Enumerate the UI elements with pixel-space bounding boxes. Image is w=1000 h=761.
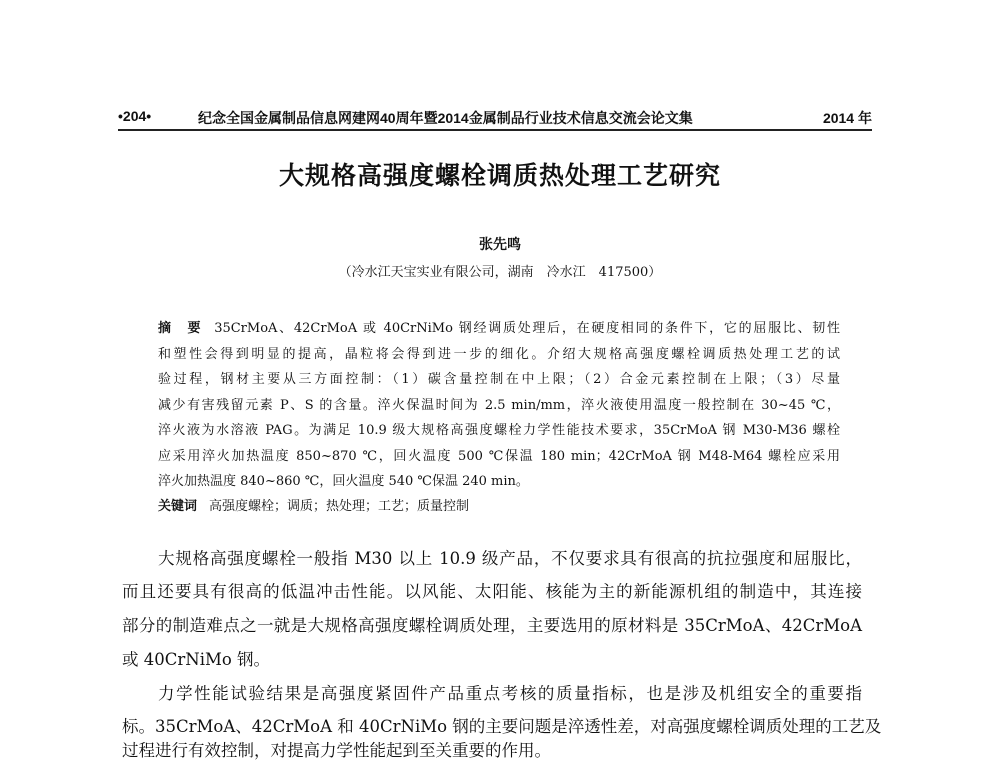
abstract-line [158, 321, 840, 337]
abstract-line: 淬火液为水溶液 PAG。为满足 10.9 级大规格高强度螺栓力学性能技术要求，35CrMoA 钢 M30-M36 螺栓 [158, 423, 840, 438]
keywords-line [158, 499, 840, 515]
body-line: 标。35CrMoA、42CrMoA 和 40CrNiMo 钢的主要问题是淬透性差，对高强度螺栓调质处理的工艺及 [122, 717, 882, 736]
author: 张先鸣 [479, 237, 521, 253]
keywords-text: 高强度螺栓；调质；热处理；工艺；质量控制 [209, 499, 470, 514]
abstract-line: 淬火加热温度 840~860 ℃，回火温度 540 ℃保温 240 min。 [158, 474, 529, 489]
body-line: 力学性能试验结果是高强度紧固件产品重点考核的质量指标，也是涉及机组安全的重要指 [158, 684, 862, 703]
keywords-label: 关键词 [158, 499, 198, 514]
abstract-line: 应采用淬火加热温度 850~870 ℃，回火温度 500 ℃保温 180 min；42CrMoA 钢 M48-M64 螺栓应采用 [158, 449, 840, 464]
abstract-label: 摘 要 [158, 321, 203, 336]
body-line: 或 40CrNiMo 钢。 [122, 650, 271, 669]
page-number: •204• [118, 108, 152, 124]
header-rule [118, 129, 872, 131]
abstract-line: 减少有害残留元素 P、S 的含量。淬火保温时间为 2.5 min/mm，淬火液使用温度一般控制在 30~45 ℃， [158, 398, 840, 413]
body-line: 过程进行有效控制，对提高力学性能起到至关重要的作用。 [122, 741, 551, 760]
paper-title: 大规格高强度螺栓调质热处理工艺研究 [278, 161, 721, 190]
journal-title: 纪念全国金属制品信息网建网40周年暨2014金属制品行业技术信息交流会论文集 [198, 110, 693, 126]
abstract-text: 35CrMoA、42CrMoA 或 40CrNiMo 钢经调质处理后，在硬度相同的条件下，它的屈服比、韧性 [214, 321, 840, 336]
body-line: 部分的制造难点之一就是大规格高强度螺栓调质处理，主要选用的原材料是 35CrMoA、42CrMoA [122, 616, 862, 635]
running-header [118, 106, 872, 128]
header-year: 2014 年 [822, 110, 872, 126]
body-line: 大规格高强度螺栓一般指 M30 以上 10.9 级产品，不仅要求具有很高的抗拉强度和屈服比， [158, 549, 862, 568]
body-line: 而且还要具有很高的低温冲击性能。以风能、太阳能、核能为主的新能源机组的制造中，其连接 [122, 582, 862, 601]
abstract-line: 验过程，钢材主要从三方面控制：（1）碳含量控制在中上限；（2）合金元素控制在上限；（3）尽量 [158, 372, 840, 387]
abstract-line: 和塑性会得到明显的提高，晶粒将会得到进一步的细化。介绍大规格高强度螺栓调质热处理工艺的试 [158, 347, 840, 362]
affiliation: （冷水江天宝实业有限公司，湖南 冷水江 417500） [338, 265, 662, 280]
